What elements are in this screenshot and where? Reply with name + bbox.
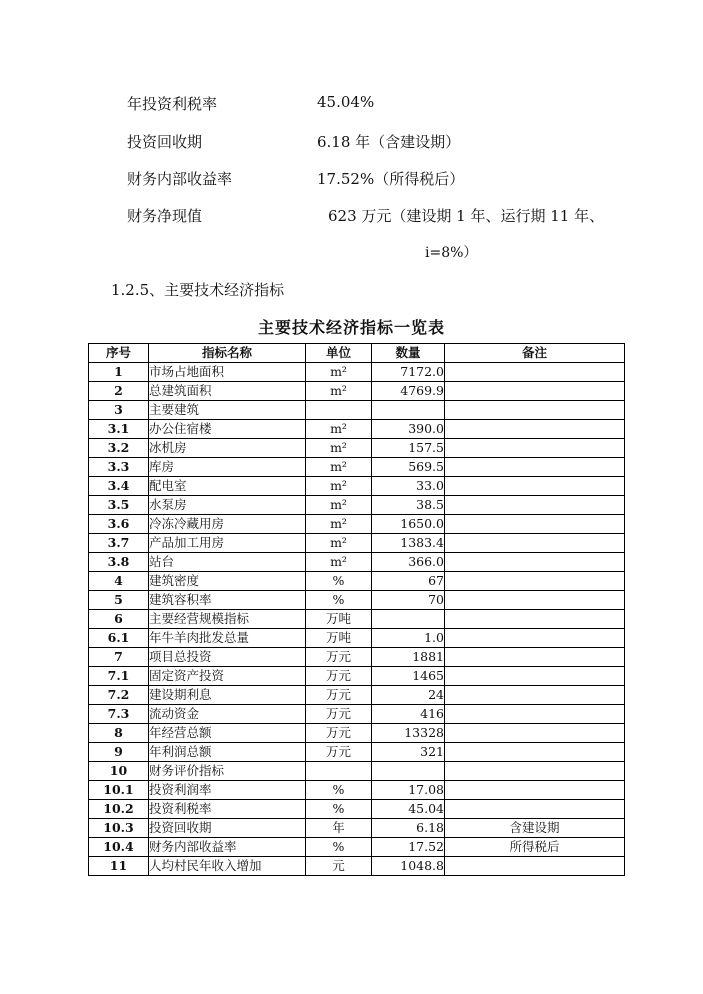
cell-unit: m² [306,363,372,382]
cell-remark [445,705,625,724]
cell-qty: 67 [372,572,445,591]
cell-remark [445,401,625,420]
cell-qty: 24 [372,686,445,705]
cell-remark [445,857,625,876]
summary-label: 财务内部收益率 [127,170,233,188]
table-row [89,496,625,515]
cell-unit: m² [306,382,372,401]
table-row [89,743,625,762]
cell-unit: 年 [306,819,372,838]
cell-index: 3.7 [89,534,149,553]
col-header-qty: 数量 [372,344,445,363]
cell-name: 年牛羊肉批发总量 [149,629,306,648]
cell-unit: m² [306,439,372,458]
cell-index: 7.2 [89,686,149,705]
cell-remark [445,781,625,800]
table-row [89,705,625,724]
cell-remark [445,610,625,629]
summary-value: 17.52%（所得税后） [317,170,465,188]
cell-remark [445,686,625,705]
cell-unit: m² [306,477,372,496]
table-row [89,458,625,477]
cell-remark [445,724,625,743]
summary-label: 年投资利税率 [127,95,218,113]
cell-name: 建筑容积率 [149,591,306,610]
summary-label: 财务净现值 [127,207,203,225]
indicators-table [88,343,625,876]
cell-name: 固定资产投资 [149,667,306,686]
cell-qty: 7172.0 [372,363,445,382]
cell-unit: m² [306,515,372,534]
cell-unit: m² [306,553,372,572]
cell-remark [445,458,625,477]
table-row [89,363,625,382]
table-row [89,762,625,781]
cell-index: 11 [89,857,149,876]
cell-name: 投资利润率 [149,781,306,800]
cell-name: 年利润总额 [149,743,306,762]
cell-qty: 416 [372,705,445,724]
cell-unit: 元 [306,857,372,876]
col-header-name: 指标名称 [149,344,306,363]
cell-qty: 1.0 [372,629,445,648]
cell-remark [445,439,625,458]
cell-index: 3 [89,401,149,420]
cell-remark: 含建设期 [445,819,625,838]
cell-unit [306,401,372,420]
cell-remark [445,648,625,667]
table-row [89,800,625,819]
cell-index: 10.2 [89,800,149,819]
cell-unit: % [306,800,372,819]
cell-unit: % [306,838,372,857]
table-row [89,572,625,591]
cell-remark [445,743,625,762]
cell-name: 人均村民年收入增加 [149,857,306,876]
cell-qty: 157.5 [372,439,445,458]
cell-name: 建筑密度 [149,572,306,591]
cell-qty: 4769.9 [372,382,445,401]
cell-index: 7 [89,648,149,667]
cell-unit: 万元 [306,705,372,724]
cell-remark [445,477,625,496]
cell-qty: 1465 [372,667,445,686]
cell-name: 投资利税率 [149,800,306,819]
cell-qty [372,762,445,781]
col-header-remark: 备注 [445,344,625,363]
npv-continuation: i=8%） [425,245,478,261]
cell-qty: 33.0 [372,477,445,496]
cell-unit: m² [306,496,372,515]
cell-index: 10.1 [89,781,149,800]
table-row [89,439,625,458]
cell-index: 10.4 [89,838,149,857]
cell-remark [445,800,625,819]
table-row [89,610,625,629]
table-row [89,420,625,439]
cell-name: 配电室 [149,477,306,496]
cell-qty: 390.0 [372,420,445,439]
col-header-unit: 单位 [306,344,372,363]
table-row [89,686,625,705]
cell-unit: m² [306,420,372,439]
cell-qty: 569.5 [372,458,445,477]
cell-unit: m² [306,458,372,477]
table-row [89,819,625,838]
cell-name: 总建筑面积 [149,382,306,401]
cell-qty: 366.0 [372,553,445,572]
cell-remark [445,572,625,591]
cell-index: 3.6 [89,515,149,534]
table-header-row [89,344,625,363]
cell-unit: % [306,781,372,800]
cell-qty: 1650.0 [372,515,445,534]
cell-unit: % [306,572,372,591]
cell-unit: 万元 [306,667,372,686]
cell-index: 3.2 [89,439,149,458]
cell-remark [445,420,625,439]
cell-qty: 321 [372,743,445,762]
cell-qty: 45.04 [372,800,445,819]
cell-name: 市场占地面积 [149,363,306,382]
cell-unit: 万元 [306,743,372,762]
cell-name: 主要经营规模指标 [149,610,306,629]
table-row [89,857,625,876]
cell-remark [445,629,625,648]
cell-qty: 70 [372,591,445,610]
cell-index: 4 [89,572,149,591]
table-row [89,477,625,496]
cell-index: 3.4 [89,477,149,496]
summary-value: 623 万元（建设期 1 年、运行期 11 年、 [328,207,605,225]
cell-remark [445,667,625,686]
cell-index: 10.3 [89,819,149,838]
cell-index: 9 [89,743,149,762]
section-heading: 1.2.5、主要技术经济指标 [111,281,285,299]
table-row [89,629,625,648]
cell-qty: 17.52 [372,838,445,857]
cell-name: 投资回收期 [149,819,306,838]
cell-name: 流动资金 [149,705,306,724]
table-row [89,591,625,610]
cell-index: 1 [89,363,149,382]
cell-unit: % [306,591,372,610]
cell-qty: 6.18 [372,819,445,838]
cell-name: 产品加工用房 [149,534,306,553]
cell-index: 3.3 [89,458,149,477]
table-row [89,781,625,800]
cell-qty [372,610,445,629]
table-title: 主要技术经济指标一览表 [257,318,445,337]
cell-name: 财务评价指标 [149,762,306,781]
cell-index: 5 [89,591,149,610]
cell-index: 3.1 [89,420,149,439]
cell-unit: 万吨 [306,629,372,648]
cell-unit: 万元 [306,724,372,743]
cell-remark [445,496,625,515]
table-row [89,534,625,553]
cell-remark [445,382,625,401]
cell-remark [445,515,625,534]
table-row [89,838,625,857]
table-row [89,553,625,572]
summary-value: 45.04% [317,93,375,111]
cell-unit: 万元 [306,686,372,705]
cell-index: 2 [89,382,149,401]
cell-name: 办公住宿楼 [149,420,306,439]
cell-name: 库房 [149,458,306,477]
cell-qty: 1048.8 [372,857,445,876]
cell-index: 6 [89,610,149,629]
cell-remark [445,363,625,382]
cell-name: 建设期利息 [149,686,306,705]
cell-remark [445,553,625,572]
cell-name: 项目总投资 [149,648,306,667]
summary-label: 投资回收期 [127,133,203,151]
table-row [89,724,625,743]
cell-name: 站台 [149,553,306,572]
table-row [89,515,625,534]
col-header-index: 序号 [89,344,149,363]
cell-unit: m² [306,534,372,553]
cell-qty: 1881 [372,648,445,667]
cell-qty: 17.08 [372,781,445,800]
table-row [89,648,625,667]
cell-name: 冰机房 [149,439,306,458]
table-row [89,401,625,420]
cell-index: 7.3 [89,705,149,724]
cell-name: 水泵房 [149,496,306,515]
cell-index: 10 [89,762,149,781]
cell-unit: 万吨 [306,610,372,629]
cell-name: 年经营总额 [149,724,306,743]
cell-index: 6.1 [89,629,149,648]
cell-index: 3.5 [89,496,149,515]
table-row [89,667,625,686]
cell-name: 财务内部收益率 [149,838,306,857]
cell-remark [445,591,625,610]
cell-index: 8 [89,724,149,743]
cell-remark [445,534,625,553]
cell-qty: 1383.4 [372,534,445,553]
cell-name: 冷冻冷藏用房 [149,515,306,534]
cell-index: 3.8 [89,553,149,572]
cell-remark: 所得税后 [445,838,625,857]
summary-value: 6.18 年（含建设期） [317,133,461,151]
cell-qty [372,401,445,420]
cell-remark [445,762,625,781]
cell-name: 主要建筑 [149,401,306,420]
table-row [89,382,625,401]
cell-unit [306,762,372,781]
cell-qty: 13328 [372,724,445,743]
cell-unit: 万元 [306,648,372,667]
cell-index: 7.1 [89,667,149,686]
cell-qty: 38.5 [372,496,445,515]
